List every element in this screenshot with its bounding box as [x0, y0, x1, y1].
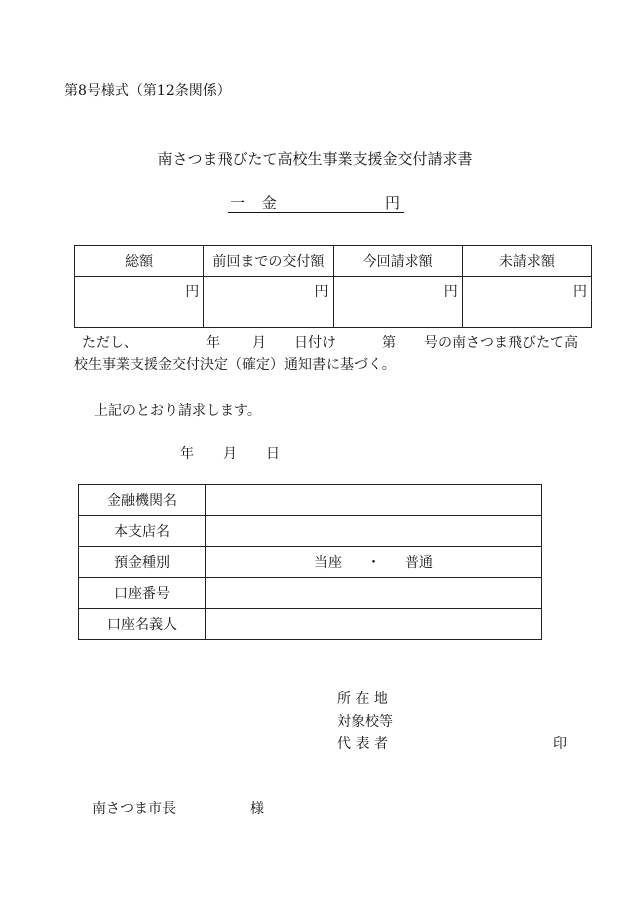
amount-prefix: 一 金 — [230, 194, 283, 212]
summary-value-total[interactable]: 円 — [75, 277, 204, 328]
bank-label-institution: 金融機関名 — [79, 485, 206, 516]
body-start: ただし、 — [82, 335, 138, 351]
document-title: 南さつま飛びたて高校生事業支援金交付請求書 — [157, 150, 473, 168]
amount-unit: 円 — [384, 194, 400, 212]
body-month: 月 — [252, 335, 266, 351]
account-type-separator: ・ — [366, 555, 381, 571]
summary-value-previous[interactable]: 円 — [204, 277, 333, 328]
body-rest: 号の南さつま飛びたて高 — [424, 335, 578, 351]
summary-value-current[interactable]: 円 — [333, 277, 462, 328]
summary-header-previous: 前回までの交付額 — [204, 246, 333, 277]
addressee-honorific: 様 — [250, 801, 264, 817]
addressee: 南さつま市長 — [92, 801, 176, 817]
form-number: 第8号様式（第12条関係） — [64, 83, 231, 99]
applicant-school-label: 対象校等 — [337, 714, 393, 730]
body-year: 年 — [206, 335, 220, 351]
bank-label-account-holder: 口座名義人 — [79, 609, 206, 640]
date-month: 月 — [223, 446, 237, 462]
summary-header-current: 今回請求額 — [333, 246, 462, 277]
account-type-current[interactable]: 当座 — [314, 555, 343, 571]
seal-mark: 印 — [553, 736, 567, 752]
applicant-address-label: 所 在 地 — [337, 691, 388, 707]
account-type-ordinary[interactable]: 普通 — [404, 555, 433, 571]
summary-header-unclaimed: 未請求額 — [462, 246, 591, 277]
body-dai: 第 — [382, 335, 396, 351]
date-year: 年 — [180, 446, 194, 462]
body-text-line2: 校生事業支援金交付決定（確定）通知書に基づく。 — [74, 357, 396, 373]
bank-label-branch: 本支店名 — [79, 516, 206, 547]
summary-header-total: 総額 — [75, 246, 204, 277]
bank-label-account-type: 預金種別 — [79, 547, 206, 578]
date-day: 日 — [266, 446, 280, 462]
request-statement: 上記のとおり請求します。 — [94, 403, 261, 419]
bank-label-account-number: 口座番号 — [79, 578, 206, 609]
summary-value-unclaimed[interactable]: 円 — [462, 277, 591, 328]
applicant-representative-label: 代 表 者 — [337, 736, 388, 752]
body-day-suffix: 日付け — [294, 335, 336, 351]
